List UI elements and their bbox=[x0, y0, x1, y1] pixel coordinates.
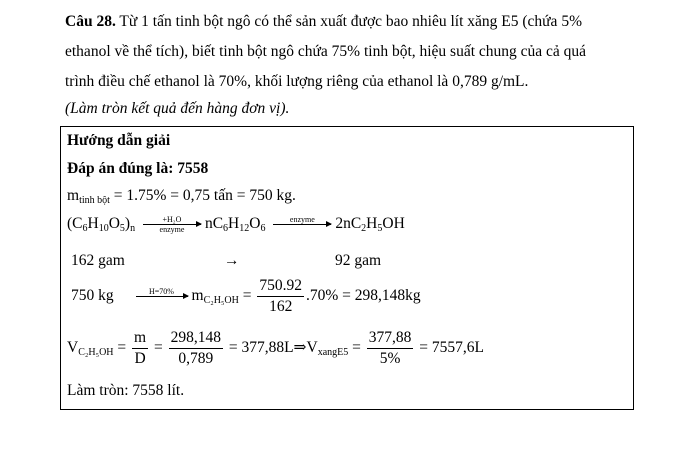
calc-m-subscript: C₂H₅OH bbox=[203, 295, 239, 307]
sub: 10 bbox=[98, 223, 109, 234]
intermediate-h: H bbox=[228, 215, 240, 232]
volume-e5-result: = 7557,6L bbox=[415, 339, 484, 356]
sub: 6 bbox=[260, 223, 266, 234]
arrow-shaft bbox=[143, 224, 201, 225]
ratio-left: 162 gam bbox=[71, 252, 125, 269]
rounding-line: Làm tròn: 7558 lít. bbox=[67, 382, 185, 399]
intermediate-c: nC bbox=[204, 215, 224, 232]
volume-line bbox=[67, 328, 484, 373]
volume-ethanol-result: = 377,88L⇒V bbox=[224, 339, 318, 356]
reaction-arrow-1 bbox=[141, 215, 203, 234]
reactant-close: ) bbox=[124, 215, 131, 232]
product-c: 2nC bbox=[335, 215, 362, 232]
sub: 5 bbox=[119, 223, 125, 234]
sub: 6 bbox=[223, 223, 229, 234]
fraction-numerator: 298,148 bbox=[169, 329, 223, 349]
sub: n bbox=[130, 223, 136, 234]
arrow-condition-top: H=70% bbox=[149, 287, 174, 296]
ratio-right: 92 gam bbox=[335, 252, 382, 269]
question-line-3: trình điều chế ethanol là 70%, khối lượng riêng của ethanol là 0,789 g/mL. bbox=[65, 73, 529, 90]
question-label: Câu 28. bbox=[65, 13, 116, 30]
fraction-numerator: 750.92 bbox=[257, 277, 304, 297]
calc-arrow bbox=[134, 287, 190, 306]
fraction-numerator: 377,88 bbox=[367, 329, 414, 349]
fraction-volume-over-percent bbox=[367, 329, 414, 368]
reactant-o: O bbox=[108, 215, 120, 232]
sub: 12 bbox=[239, 223, 250, 234]
reaction-line bbox=[67, 213, 405, 240]
product-h: H bbox=[366, 215, 378, 232]
mass-subscript: tinh bột bbox=[79, 195, 110, 206]
volume-subscript: C₂H₅OH bbox=[78, 347, 114, 358]
solution-heading: Hướng dẫn giải bbox=[67, 132, 171, 149]
intermediate-o: O bbox=[249, 215, 261, 232]
volume-symbol: V bbox=[67, 339, 79, 356]
calc-left: 750 kg bbox=[71, 287, 114, 305]
fraction-mass-over-density bbox=[169, 329, 223, 368]
sub: 6 bbox=[82, 223, 88, 234]
solution-box bbox=[60, 126, 634, 410]
answer-line: Đáp án đúng là: 7558 bbox=[67, 160, 209, 177]
equals: = bbox=[150, 339, 167, 356]
product-oh: OH bbox=[382, 215, 405, 232]
equals: = bbox=[113, 339, 131, 356]
equals: = bbox=[348, 339, 365, 356]
arrow-shaft bbox=[136, 296, 188, 297]
fraction-numerator: m bbox=[132, 329, 148, 349]
arrow-condition-top: enzyme bbox=[289, 214, 315, 224]
arrow-condition-bottom-empty bbox=[161, 297, 163, 306]
calc-result: .70% = 298,148kg bbox=[306, 287, 421, 305]
arrow-condition-top: +H₂O bbox=[162, 214, 182, 224]
fraction-m-over-d bbox=[132, 329, 148, 368]
calc-fraction bbox=[257, 277, 304, 316]
fraction-denominator: 5% bbox=[379, 349, 401, 367]
question-line-1 bbox=[65, 12, 582, 32]
calc-m: m bbox=[191, 287, 204, 305]
reactant-c: (C bbox=[67, 215, 83, 232]
question-text-1: Từ 1 tấn tinh bột ngô có thể sản xuất được bao nhiêu lít xăng E5 (chứa 5% bbox=[115, 13, 582, 30]
volume-e5-subscript: xangE5 bbox=[317, 347, 349, 358]
sub: 2 bbox=[361, 223, 367, 234]
mass-symbol: m bbox=[67, 187, 80, 204]
arrow-condition-bottom-empty bbox=[301, 225, 303, 234]
arrow-condition-bottom: enzyme bbox=[159, 224, 185, 234]
mass-value: = 1.75% = 0,75 tấn = 750 kg. bbox=[109, 187, 296, 204]
arrow-shaft bbox=[273, 224, 331, 225]
reactant-h: H bbox=[87, 215, 99, 232]
mass-line bbox=[67, 185, 296, 212]
question-note: (Làm tròn kết quả đến hàng đơn vị). bbox=[65, 100, 290, 117]
fraction-denominator: 0,789 bbox=[178, 349, 214, 367]
equals: = bbox=[238, 287, 256, 305]
calc-line bbox=[71, 277, 421, 320]
fraction-denominator: D bbox=[134, 349, 146, 367]
ratio-arrow: → bbox=[224, 252, 240, 269]
sub: 5 bbox=[377, 223, 383, 234]
reaction-arrow-2 bbox=[271, 215, 333, 234]
fraction-denominator: 162 bbox=[269, 298, 293, 315]
question-line-2: ethanol về thể tích), biết tinh bột ngô chứa 75% tinh bột, hiệu suất chung của cả quá bbox=[65, 43, 587, 60]
